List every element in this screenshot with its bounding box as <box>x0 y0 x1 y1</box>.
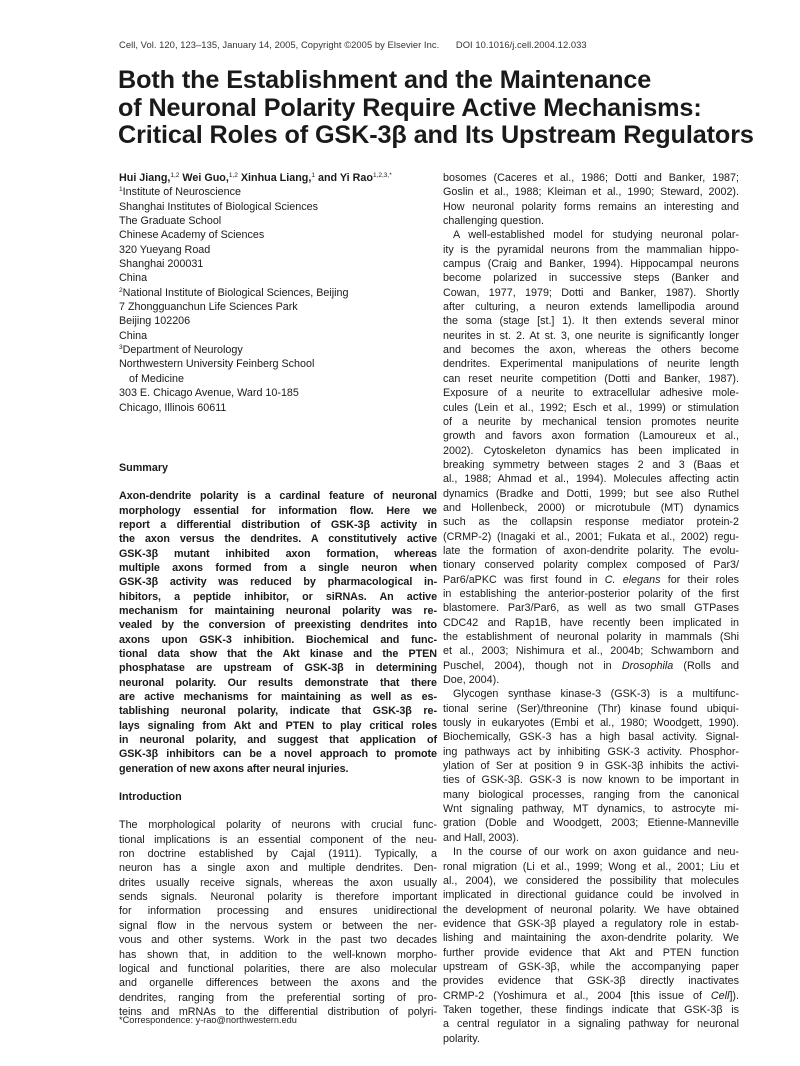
text-line: Glycogen synthase kinase-3 (GSK-3) is a multifunc- <box>453 688 739 701</box>
article-title <box>118 67 758 150</box>
text-line: Par6/aPKC was first found in C. elegans for their roles <box>443 573 739 586</box>
text-line: are active mechanisms for maintaining as well as es- <box>119 691 437 703</box>
text-line: has shown that, in addition to the well-known morpho- <box>119 948 437 961</box>
affiliation-line: Beijing 102206 <box>119 315 191 328</box>
text-line: neuron has a single axon and multiple dendrites. Den- <box>119 862 437 875</box>
text-line: ron doctrine established by Cajal (1911). Typically, a <box>119 848 437 861</box>
affiliation-block <box>119 185 437 415</box>
affiliation-text: Institute of Neuroscience <box>122 186 241 199</box>
text-line: ing pathways act by inhibiting GSK-3 activity. Phosphor- <box>443 745 739 758</box>
text-line: phosphatase are upstream of GSK-3β in determining <box>119 662 437 675</box>
text-line: and Hall, 2003). <box>443 831 519 844</box>
text-line: tional implications is an essential component of the neu- <box>119 833 437 846</box>
affiliation-line <box>119 286 437 300</box>
affiliation-line: 7 Zhongguanchun Life Sciences Park <box>119 301 298 314</box>
text-line: vealed by the conversion of preexisting dendrites into <box>119 619 437 632</box>
text-line: polarity. <box>443 1032 480 1045</box>
text-line: et al., 2003; Nishimura et al., 2004b; Schwamborn and <box>443 645 739 658</box>
text-line: such as the collapsin response mediator protein-2 <box>443 516 739 529</box>
affiliation-number: 2 <box>119 286 123 294</box>
affiliation-line: Shanghai Institutes of Biological Sciences <box>119 200 318 213</box>
text-line: ity is the pyramidal neurons from the mammalian hippo- <box>443 243 739 256</box>
text-line: GSK-3β inhibitors can be a novel approach to promote <box>119 748 437 761</box>
text-line: after culturing, a neuron extends lamellipodia around <box>443 301 739 314</box>
text-line: neurites in st. 2. At st. 3, one neurite is significantly longer <box>443 329 739 342</box>
text-line: CDC42 and Rap1B, have recently been implicated in <box>443 616 739 629</box>
text-line: al., 2004), we considered the possibility that molecules <box>443 874 739 887</box>
text-line: can reset neurite competition (Dotti and Banker, 1987). <box>443 372 739 385</box>
text-line: teins and mRNAs to the differential distribution of polyri- <box>119 1005 437 1018</box>
text-line: Taken together, these findings indicate that GSK-3β is <box>443 1003 739 1016</box>
text-line: axons upon GSK-3 inhibition. Biochemical and func- <box>119 633 437 646</box>
text-line: Goslin et al., 1988; Kleiman et al., 1990; Steward, 2002). <box>443 186 739 199</box>
introduction-heading: Introduction <box>119 791 182 804</box>
citation-line: Cell, Vol. 120, 123–135, January 14, 2005, Copyright ©2005 by Elsevier Inc. <box>119 39 440 50</box>
author-list <box>119 171 437 185</box>
text-line: logical and functional polarities, there are also molecular <box>119 962 437 975</box>
affiliation-line: Shanghai 200031 <box>119 258 204 271</box>
text-line: become polarized in successive steps (Banker and <box>443 272 739 285</box>
affiliation-line: Northwestern University Feinberg School <box>119 358 315 371</box>
text-line: tional serine (Ser)/threonine (Thr) kinase found ubiqui- <box>443 702 739 715</box>
text-line: Axon-dendrite polarity is a cardinal feature of neuronal <box>119 490 437 503</box>
affiliation-line: of Medicine <box>129 372 184 385</box>
title-line: of Neuronal Polarity Require Active Mechanisms: <box>118 93 702 122</box>
introduction-text-right <box>443 171 739 1046</box>
text-line: the axon versus the dendrites. A constitutively active <box>119 533 437 546</box>
text-line: Biochemically, GSK-3 has a high basal activity. Signal- <box>443 731 739 744</box>
text-line: tablishing neuronal polarity, indicate that GSK-3β re- <box>119 705 437 718</box>
text-line: tionary conserved polarity complex composed of Par3/ <box>443 559 739 572</box>
text-line: and organelle differences between the axons and the <box>119 977 437 990</box>
text-line: How neuronal polarity forms remains an interesting and <box>443 200 739 213</box>
affiliation-line: Chinese Academy of Sciences <box>119 229 265 242</box>
text-line: dynamics (Bradke and Dotti, 1999; but see also Ruthel <box>443 487 739 500</box>
author-affiliation-mark: 1,2,3,* <box>372 172 392 179</box>
affiliation-number: 1 <box>119 186 123 194</box>
text-line: in establishing the anterior-posterior polarity of the first <box>443 587 739 600</box>
author-affiliation-mark: 1,2 <box>228 172 238 179</box>
author-name: Xinhua Liang, <box>240 172 312 184</box>
text-line: implicated in directional guidance could be involved in <box>443 889 739 902</box>
right-column <box>443 171 739 1046</box>
text-line: Cowan, 1977, 1979; Dotti and Banker, 1987). Shortly <box>443 286 739 299</box>
text-line: growth and favors axon formation (Lamoureux et al., <box>443 430 739 443</box>
text-line: late the formation of axon-dendrite polarity. The evolu- <box>443 544 739 557</box>
text-line: blastomere. Par3/Par6, as well as two small GTPases <box>443 602 739 615</box>
text-line: provides evidence that GSK-3β directly inactivates <box>443 975 739 988</box>
text-line: ties of GSK-3β. GSK-3 is now known to be important in <box>443 774 739 787</box>
title-line: Critical Roles of GSK-3β and Its Upstream Regulators <box>118 121 754 149</box>
text-line: Wnt signaling pathway, MT dynamics, to astrocyte mi- <box>443 803 739 816</box>
text-line: ylation of Ser at position 9 in GSK-3β inhibits the activi- <box>443 760 739 773</box>
text-line: breaking symmetry between stages 2 and 3 (Baas et <box>443 458 739 471</box>
text-line: A well-established model for studying neuronal polar- <box>453 229 739 242</box>
text-line: generation of new axons after neural injuries. <box>119 762 349 775</box>
text-line: 2002). Cytoskeleton dynamics has been implicated in <box>443 444 739 457</box>
text-line: Doe, 2004). <box>443 674 500 687</box>
text-line: sends signals. Neuronal polarity is therefore important <box>119 891 437 904</box>
text-line: evidence that GSK-3β played a regulatory role in estab- <box>443 917 739 930</box>
text-line: dendrites. Experimental manipulations of neurite length <box>443 358 739 371</box>
author-name: Hui Jiang, <box>119 172 171 184</box>
text-line: report a differential distribution of GSK-3β activity in <box>119 518 437 531</box>
affiliation-line: 303 E. Chicago Avenue, Ward 10-185 <box>119 387 299 400</box>
text-line: ronal migration (Li et al., 1999; Wong et al., 2001; Liu et <box>443 860 739 873</box>
text-line: campus (Craig and Banker, 1994). Hippocampal neurons <box>443 258 739 271</box>
text-line: in neuronal polarity, and suggest that application of <box>119 734 437 747</box>
text-line: Exposure of a neurite to extracellular adhesive mole- <box>443 387 739 400</box>
text-line: GSK-3β mutant inhibited axon formation, whereas <box>119 547 437 560</box>
affiliation-number: 3 <box>119 344 123 352</box>
text-line: Puschel, 2004), though not in Drosophila (Rolls and <box>443 659 739 672</box>
text-line: GSK-3β activity was reduced by pharmacological in- <box>119 576 437 589</box>
text-line: many biological processes, ranging from the canonical <box>443 788 739 801</box>
text-line: morphology essential for information flow. Here we <box>119 504 437 517</box>
text-line: lishing and maintaining the axon-dendrite polarity. We <box>443 932 739 945</box>
correspondence-footnote: *Correspondence: y-rao@northwestern.edu <box>119 1015 297 1025</box>
text-line: In the course of our work on axon guidance and neu- <box>453 846 739 859</box>
affiliation-line: The Graduate School <box>119 215 222 228</box>
text-line: the establishment of neuronal polarity in mammals (Shi <box>443 631 739 643</box>
text-line: a central regulator in a signaling pathway for neuronal <box>443 1018 739 1031</box>
text-line: for information processing and ensures unidirectional <box>119 905 437 918</box>
text-line: hibitors, a peptide inhibitor, or siRNAs. An active <box>119 590 437 603</box>
text-line: vous and other systems. Work in the past two decades <box>119 934 437 947</box>
text-line: and Hollenbeck, 2000) or microtubule (MT) dynamics <box>443 501 739 514</box>
affiliation-line: China <box>119 329 148 342</box>
text-line: The morphological polarity of neurons with crucial func- <box>119 819 437 832</box>
author-affiliation-mark: 1 <box>311 172 315 179</box>
text-line: tously in eukaryotes (Embi et al., 1980; Woodgett, 1990). <box>443 717 739 730</box>
text-line: further provide evidence that Akt and PTEN function <box>443 946 739 959</box>
affiliation-line: China <box>119 272 148 285</box>
text-line: al., 1988; Ahmad et al., 1994). Molecules affecting actin <box>443 473 739 486</box>
text-line: tional data show that the Akt kinase and the PTEN <box>119 647 437 660</box>
text-line: the development of neuronal polarity. We have obtained <box>443 903 739 916</box>
affiliation-line: Chicago, Illinois 60611 <box>119 401 227 414</box>
text-line: dendrites, ranging from the preferential sorting of pro- <box>119 991 437 1004</box>
text-line: signal flow in the nervous system or between the ner- <box>119 919 437 932</box>
text-line: gration (Doble and Woodgett, 2003; Etienne-Manneville <box>443 817 739 830</box>
text-line: bosomes (Caceres et al., 1986; Dotti and Banker, 1987; <box>443 172 739 184</box>
text-line: (CRMP-2) (Inagaki et al., 2001; Fukata et al., 2002) regu- <box>443 530 739 543</box>
summary-text <box>119 489 437 776</box>
text-line: mechanism for maintaining neuronal polarity was re- <box>119 604 437 617</box>
left-column <box>119 171 437 1019</box>
text-line: of a neurite by mechanical tension promotes neurite <box>443 415 739 428</box>
text-line: multiple axons formed from a single neuron when <box>119 561 437 574</box>
author-affiliation-mark: 1,2 <box>170 172 180 179</box>
running-header <box>119 39 587 50</box>
text-line: CRMP-2 (Yoshimura et al., 2004 [this issue of Cell]). <box>443 989 739 1002</box>
text-line: challenging question. <box>443 215 545 228</box>
affiliation-line <box>119 343 437 357</box>
affiliation-line: 320 Yueyang Road <box>119 243 211 256</box>
text-line: lays signaling from Akt and PTEN to play critical roles <box>119 719 437 732</box>
affiliation-text: National Institute of Biological Sciences, Beijing <box>122 286 349 299</box>
author-name: Wei Guo, <box>182 172 229 184</box>
title-line: Both the Establishment and the Maintenance <box>118 66 652 94</box>
summary-heading: Summary <box>119 461 168 474</box>
text-line: and becomes the axon, whereas the others become <box>443 344 739 357</box>
author-name: and Yi Rao <box>317 172 373 184</box>
doi-line: DOI 10.1016/j.cell.2004.12.033 <box>455 39 587 50</box>
text-line: cules (Lein et al., 1992; Esch et al., 1999) or stimulation <box>443 401 739 414</box>
text-line: upstream of GSK-3β, while the accompanying paper <box>443 960 739 973</box>
text-line: the soma (stage [st.] 1). It then extends several minor <box>443 315 739 328</box>
text-line: drites usually receive signals, whereas the axon usually <box>119 876 437 889</box>
text-line: neuronal polarity. Our results demonstrate that there <box>119 676 437 689</box>
affiliation-line <box>119 185 437 199</box>
introduction-text-left <box>119 818 437 1019</box>
affiliation-text: Department of Neurology <box>122 344 243 357</box>
